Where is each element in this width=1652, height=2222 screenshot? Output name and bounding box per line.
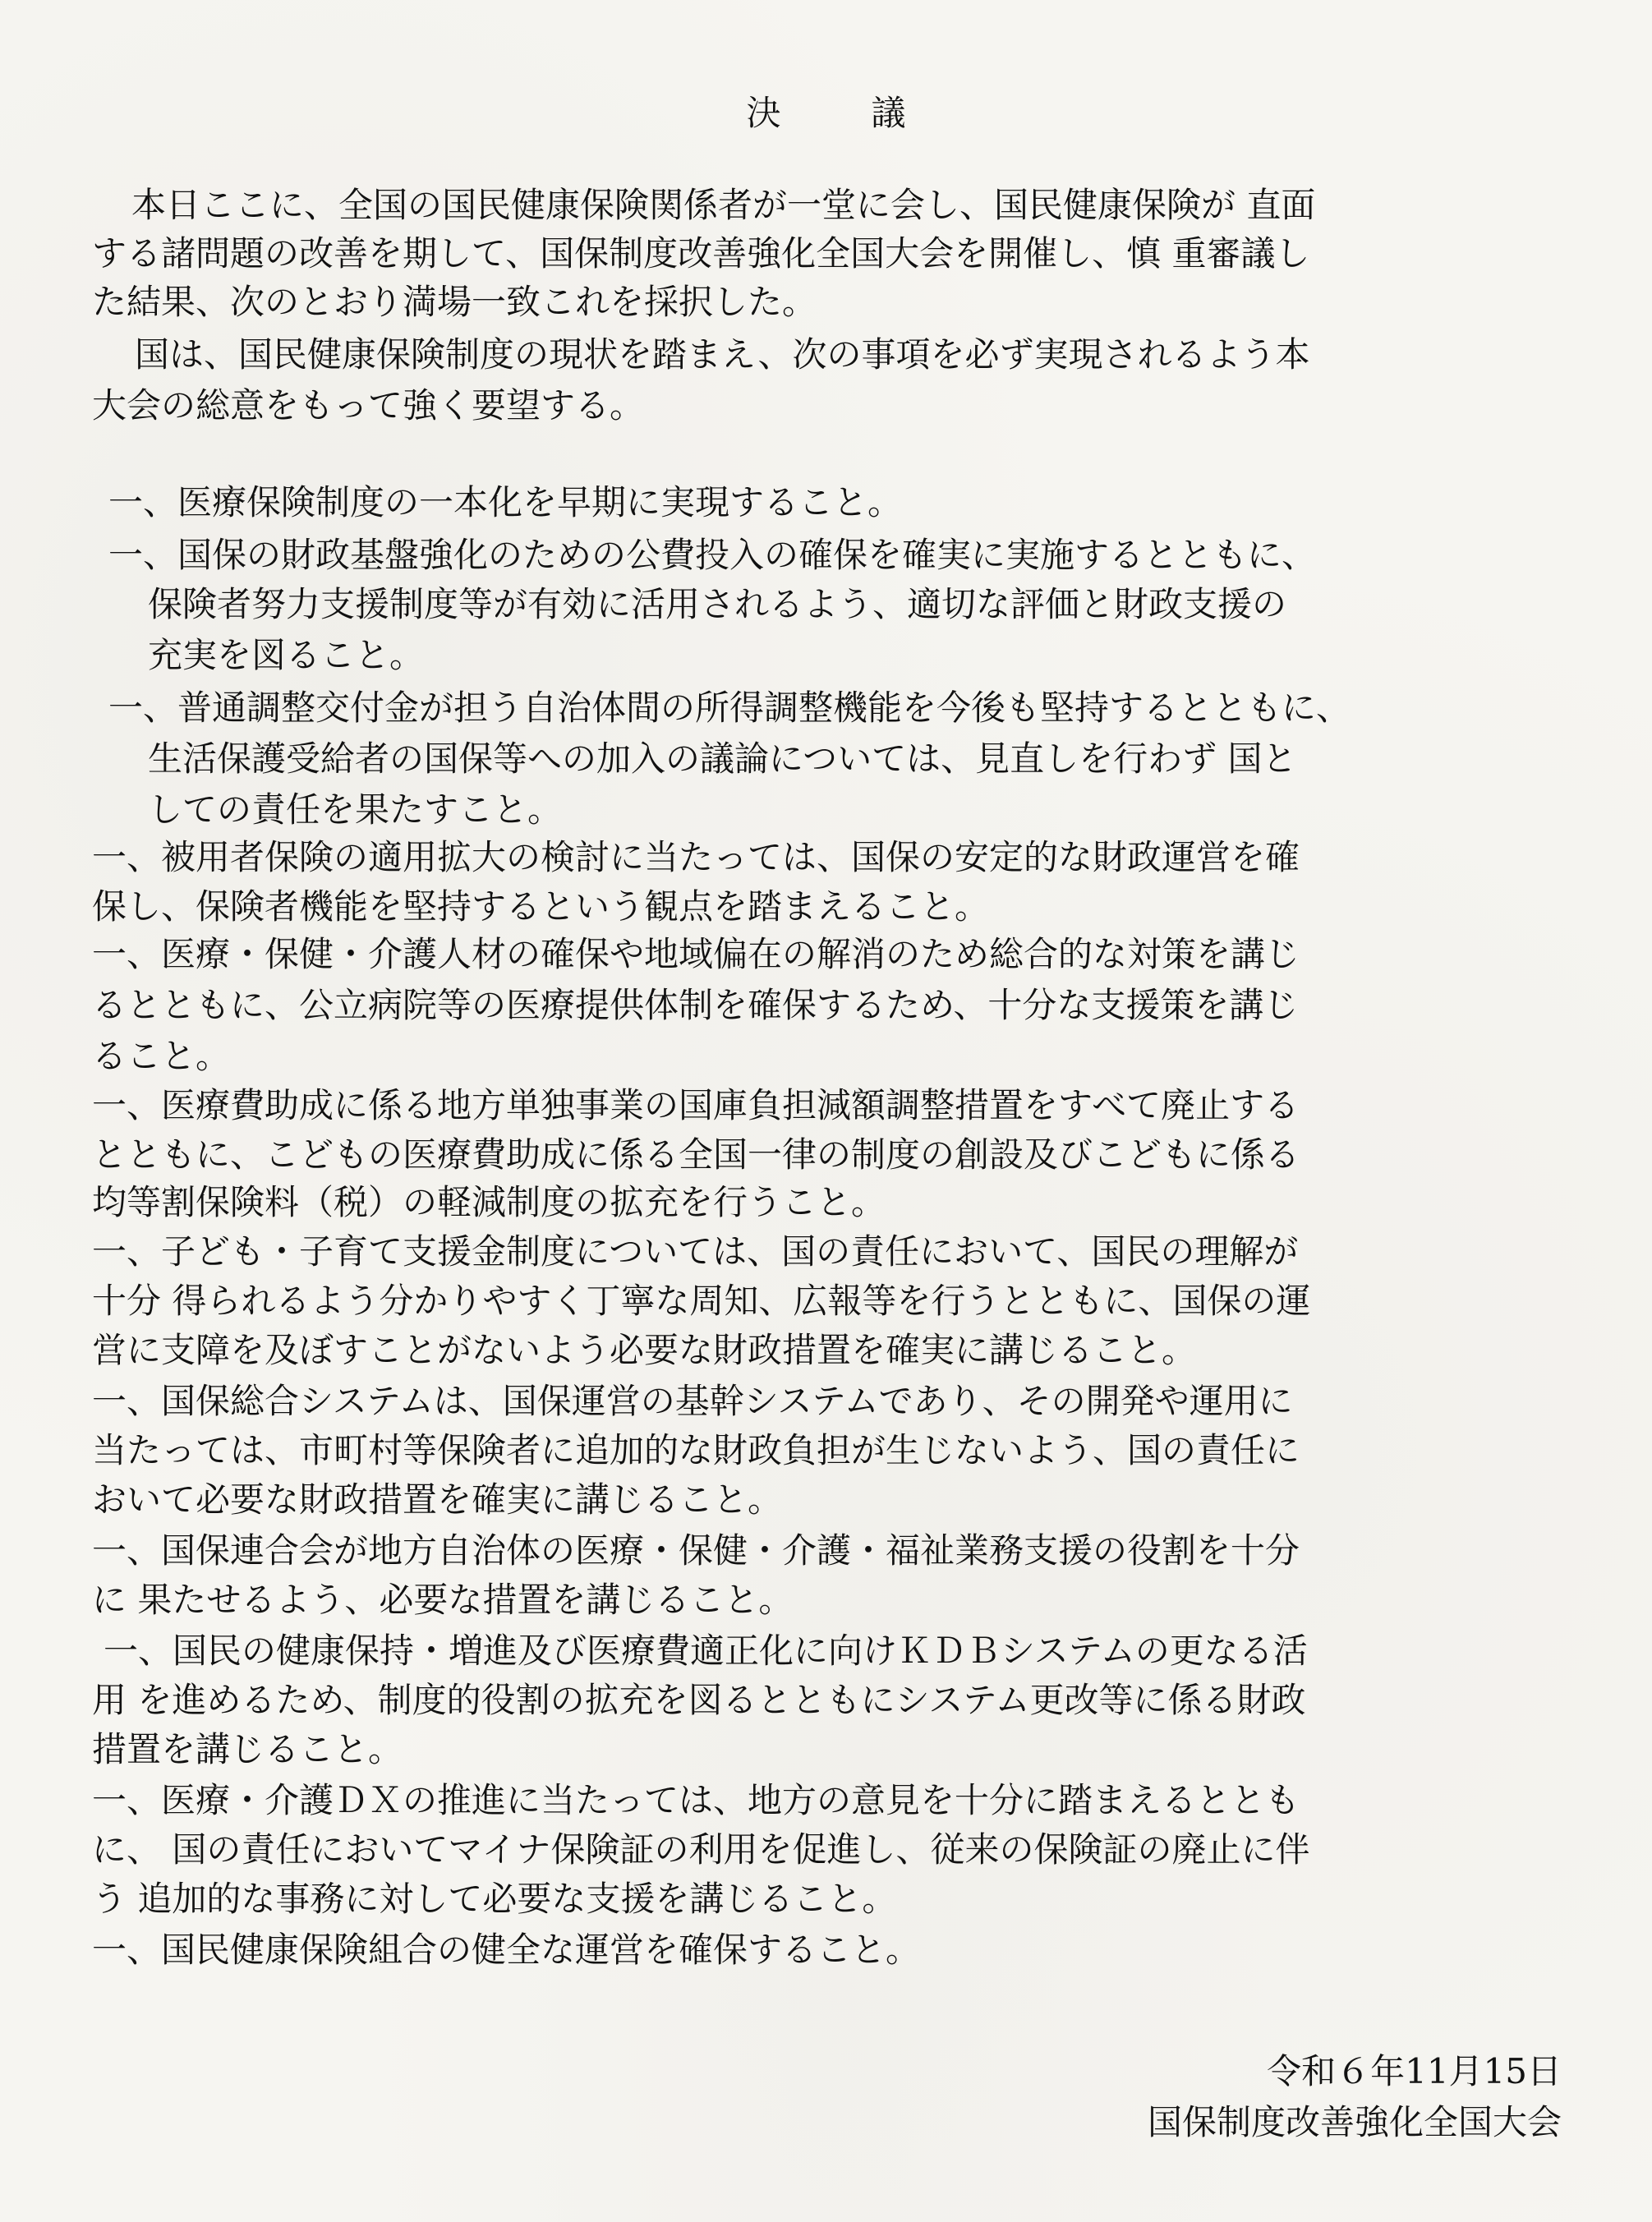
preamble-line: 国は、国民健康保険制度の現状を踏まえ、次の事項を必ず実現されるよう本 xyxy=(135,334,1310,375)
resolution-line: 一、国民の健康保持・増進及び医療費適正化に向けＫＤＢシステムの更なる活 xyxy=(104,1631,1308,1671)
resolution-line: 保険者努力支援制度等が有効に活用されるよう、適切な評価と財政支援の xyxy=(148,584,1287,624)
preamble-line: 本日ここに、全国の国民健康保険関係者が一堂に会し、国民健康保険が 直面 xyxy=(131,185,1316,225)
resolution-line: 充実を図ること。 xyxy=(148,635,425,675)
resolution-line: 生活保護受給者の国保等への加入の議論については、見直しを行わず 国と xyxy=(148,738,1297,779)
resolution-line: とともに、こどもの医療費助成に係る全国一律の制度の創設及びこどもに係る xyxy=(92,1134,1300,1175)
resolution-line: う 追加的な事務に対して必要な支援を講じること。 xyxy=(92,1879,897,1919)
resolution-line: 営に支障を及ぼすことがないよう必要な財政措置を確実に講じること。 xyxy=(92,1330,1197,1370)
closing-organization: 国保制度改善強化全国大会 xyxy=(1147,2102,1562,2142)
resolution-line: しての責任を果たすこと。 xyxy=(148,789,563,830)
resolution-line: 均等割保険料（税）の軽減制度の拡充を行うこと。 xyxy=(92,1182,886,1222)
preamble-line: 大会の総意をもって強く要望する。 xyxy=(92,385,645,426)
resolution-line: 一、国保の財政基盤強化のための公費投入の確保を確実に実施するとともに、 xyxy=(108,535,1317,575)
resolution-line: 一、医療・介護ＤＸの推進に当たっては、地方の意見を十分に踏まえるととも xyxy=(92,1780,1300,1820)
resolution-line: に 果たせるよう、必要な措置を講じること。 xyxy=(92,1580,794,1620)
resolution-line: 一、国民健康保険組合の健全な運営を確保すること。 xyxy=(92,1930,921,1970)
preamble-line: た結果、次のとおり満場一致これを採択した。 xyxy=(92,282,817,322)
resolution-line: 一、普通調整交付金が担う自治体間の所得調整機能を今後も堅持するとともに、 xyxy=(108,688,1351,728)
resolution-line: 一、被用者保険の適用拡大の検討に当たっては、国保の安定的な財政運営を確 xyxy=(92,837,1300,877)
resolution-line: 一、国保連合会が地方自治体の医療・保健・介護・福祉業務支援の役割を十分 xyxy=(92,1530,1300,1571)
resolution-line: 保し、保険者機能を堅持するという観点を踏まえること。 xyxy=(92,886,990,927)
preamble-line: する諸問題の改善を期して、国保制度改善強化全国大会を開催し、慎 重審議し xyxy=(92,233,1310,274)
document-title: 決 議 xyxy=(746,93,934,133)
resolution-line: 当たっては、市町村等保険者に追加的な財政負担が生じないよう、国の責任に xyxy=(92,1430,1300,1470)
closing-date: 令和６年11月15日 xyxy=(1267,2051,1562,2091)
resolution-line: 措置を講じること。 xyxy=(92,1729,403,1769)
resolution-line: るとともに、公立病院等の医療提供体制を確保するため、十分な支援策を講じ xyxy=(92,985,1299,1025)
resolution-line: ること。 xyxy=(92,1036,231,1076)
resolution-line: に、 国の責任においてマイナ保険証の利用を促進し、従来の保険証の廃止に伴 xyxy=(92,1829,1310,1870)
resolution-line: 用 を進めるため、制度的役割の拡充を図るとともにシステム更改等に係る財政 xyxy=(92,1680,1306,1720)
resolution-line: 一、子ども・子育て支援金制度については、国の責任において、国民の理解が xyxy=(92,1231,1299,1272)
resolution-line: 一、医療保険制度の一本化を早期に実現すること。 xyxy=(108,482,903,522)
resolution-line: 十分 得られるよう分かりやすく丁寧な周知、広報等を行うとともに、国保の運 xyxy=(92,1281,1311,1321)
resolution-line: 一、国保総合システムは、国保運営の基幹システムであり、その開発や運用に xyxy=(92,1381,1293,1421)
resolution-line: 一、医療費助成に係る地方単独事業の国庫負担減額調整措置をすべて廃止する xyxy=(92,1085,1300,1125)
resolution-line: 一、医療・保健・介護人材の確保や地域偏在の解消のため総合的な対策を講じ xyxy=(92,934,1300,974)
resolution-line: おいて必要な財政措置を確実に講じること。 xyxy=(92,1479,783,1520)
